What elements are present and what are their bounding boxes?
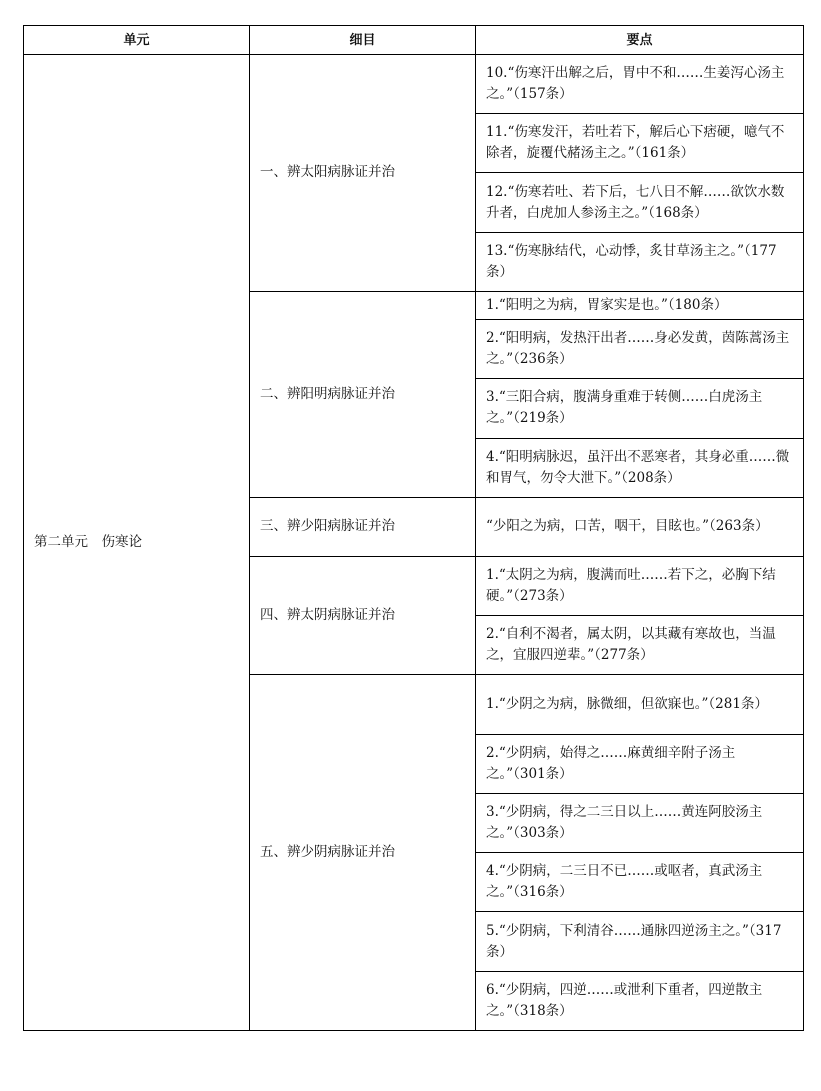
keypoint-cell: 1.“太阴之为病，腹满而吐……若下之，必胸下结硬。”（273条） [476, 556, 804, 615]
header-row [24, 26, 804, 55]
keypoint-cell: 10.“伤寒汗出解之后，胃中不和……生姜泻心汤主之。”（157条） [476, 55, 804, 114]
keypoint-cell: 4.“阳明病脉迟，虽汗出不恶寒者，其身必重……微和胃气，勿令大泄下。”（208条） [476, 438, 804, 497]
subitem-cell: 五、辨少阴病脉证并治 [250, 675, 476, 1031]
subitem-cell: 三、辨少阳病脉证并治 [250, 497, 476, 556]
unit-cell: 第二单元 伤寒论 [24, 55, 250, 1031]
subitem-cell: 二、辨阳明病脉证并治 [250, 291, 476, 497]
keypoint-cell: 12.“伤寒若吐、若下后，七八日不解……欲饮水数升者，白虎加人参汤主之。”（168条） [476, 173, 804, 232]
header-subitem: 细目 [250, 26, 476, 55]
keypoint-cell: 2.“少阴病，始得之……麻黄细辛附子汤主之。”（301条） [476, 734, 804, 793]
keypoint-cell: 11.“伤寒发汗，若吐若下，解后心下痞硬，噫气不除者，旋覆代赭汤主之。”（161条） [476, 114, 804, 173]
keypoint-cell: 4.“少阴病，二三日不已……或呕者，真武汤主之。”（316条） [476, 853, 804, 912]
keypoint-cell: 3.“少阴病，得之二三日以上……黄连阿胶汤主之。”（303条） [476, 793, 804, 852]
header-unit: 单元 [24, 26, 250, 55]
keypoint-cell: 5.“少阴病，下利清谷……通脉四逆汤主之。”（317条） [476, 912, 804, 971]
keypoint-cell: 3.“三阳合病，腹满身重难于转侧……白虎汤主之。”（219条） [476, 379, 804, 438]
table-row [24, 55, 804, 114]
keypoint-cell: 1.“少阴之为病，脉微细，但欲寐也。”（281条） [476, 675, 804, 734]
header-keypoint: 要点 [476, 26, 804, 55]
subitem-cell: 四、辨太阴病脉证并治 [250, 556, 476, 674]
keypoint-cell: 13.“伤寒脉结代，心动悸，炙甘草汤主之。”（177条） [476, 232, 804, 291]
keypoint-cell: “少阳之为病，口苦，咽干，目眩也。”（263条） [476, 497, 804, 556]
keypoint-cell: 2.“阳明病，发热汗出者……身必发黄，茵陈蒿汤主之。”（236条） [476, 320, 804, 379]
keypoint-cell: 1.“阳明之为病，胃家实是也。”（180条） [476, 291, 804, 319]
keypoint-cell: 2.“自利不渴者，属太阴，以其藏有寒故也，当温之，宜服四逆辈。”（277条） [476, 616, 804, 675]
syllabus-table [23, 25, 804, 1031]
subitem-cell: 一、辨太阳病脉证并治 [250, 55, 476, 292]
keypoint-cell: 6.“少阴病，四逆……或泄利下重者，四逆散主之。”（318条） [476, 971, 804, 1030]
